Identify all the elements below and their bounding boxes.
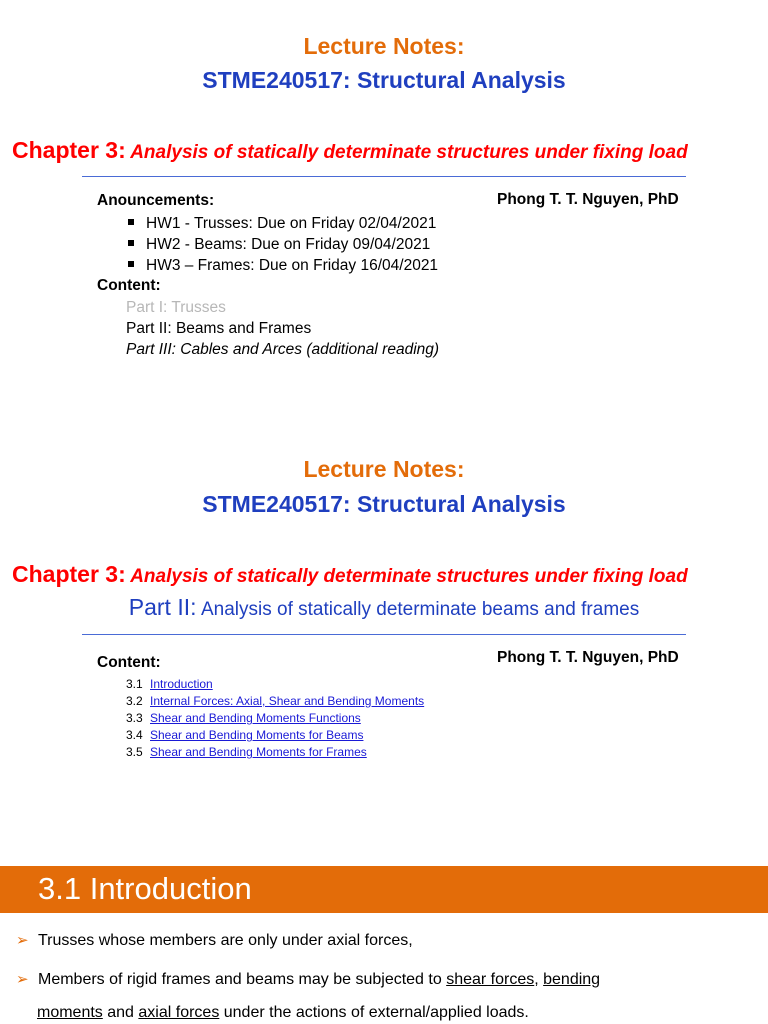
lecture-notes-title: Lecture Notes: — [303, 33, 465, 59]
toc-item: 3.3 Shear and Bending Moments Functions — [126, 711, 361, 725]
part-label: Part II: — [128, 594, 197, 620]
announcements-heading: Anouncements: — [97, 192, 215, 209]
toc-link-functions[interactable]: Shear and Bending Moments Functions — [150, 711, 361, 725]
part-title: Analysis of statically determinate beams and frames — [200, 599, 640, 620]
part-heading — [0, 594, 768, 621]
course-title: STME240517: Structural Analysis — [202, 67, 566, 93]
lecture-notes-title: Lecture Notes: — [303, 456, 465, 482]
content-heading: Content: — [97, 654, 161, 671]
bullet-line: ➢ Trusses whose members are only under axial forces, — [16, 932, 413, 949]
arrow-bullet-icon: ➢ — [16, 971, 29, 988]
chapter-title: Analysis of statically determinate structures under fixing load — [130, 566, 688, 587]
toc-item: 3.2 Internal Forces: Axial, Shear and Bending Moments — [126, 694, 425, 708]
toc-link-beams[interactable]: Shear and Bending Moments for Beams — [150, 728, 364, 742]
square-bullet-icon — [128, 219, 134, 225]
content-item-part2: Part II: Beams and Frames — [126, 320, 312, 337]
chapter-heading — [12, 561, 688, 588]
author-name: Phong T. T. Nguyen, PhD — [497, 649, 679, 666]
toc-link-frames[interactable]: Shear and Bending Moments for Frames — [150, 745, 367, 759]
divider — [82, 634, 686, 635]
square-bullet-icon — [128, 240, 134, 246]
course-title: STME240517: Structural Analysis — [202, 491, 566, 517]
chapter-number: Chapter 3: — [12, 561, 126, 587]
toc-item: 3.4 Shear and Bending Moments for Beams — [126, 728, 364, 742]
chapter-title: Analysis of statically determinate structures under fixing load — [130, 142, 688, 163]
toc-link-internal-forces[interactable]: Internal Forces: Axial, Shear and Bending Moments — [150, 694, 425, 708]
bullet-continuation: moments and axial forces under the actions of external/applied loads. — [37, 1004, 529, 1021]
toc-link-introduction[interactable]: Introduction — [150, 677, 213, 691]
arrow-bullet-icon: ➢ — [16, 932, 29, 949]
toc-item: 3.1 Introduction — [126, 677, 213, 691]
divider — [82, 176, 686, 177]
chapter-number: Chapter 3: — [12, 137, 126, 163]
content-item-part1: Part I: Trusses — [126, 299, 226, 316]
toc-item: 3.5 Shear and Bending Moments for Frames — [126, 745, 367, 759]
content-heading: Content: — [97, 277, 161, 294]
announcement-item: HW2 - Beams: Due on Friday 09/04/2021 — [128, 236, 430, 254]
square-bullet-icon — [128, 261, 134, 267]
author-name: Phong T. T. Nguyen, PhD — [497, 191, 679, 208]
announcement-item: HW3 – Frames: Due on Friday 16/04/2021 — [128, 257, 438, 275]
bullet-line: ➢ Members of rigid frames and beams may be subjected to shear forces, bending — [16, 971, 601, 988]
chapter-heading — [12, 137, 688, 164]
section-title: 3.1 Introduction — [38, 871, 252, 906]
content-item-part3: Part III: Cables and Arces (additional reading) — [126, 341, 440, 358]
announcement-item: HW1 - Trusses: Due on Friday 02/04/2021 — [128, 215, 436, 233]
